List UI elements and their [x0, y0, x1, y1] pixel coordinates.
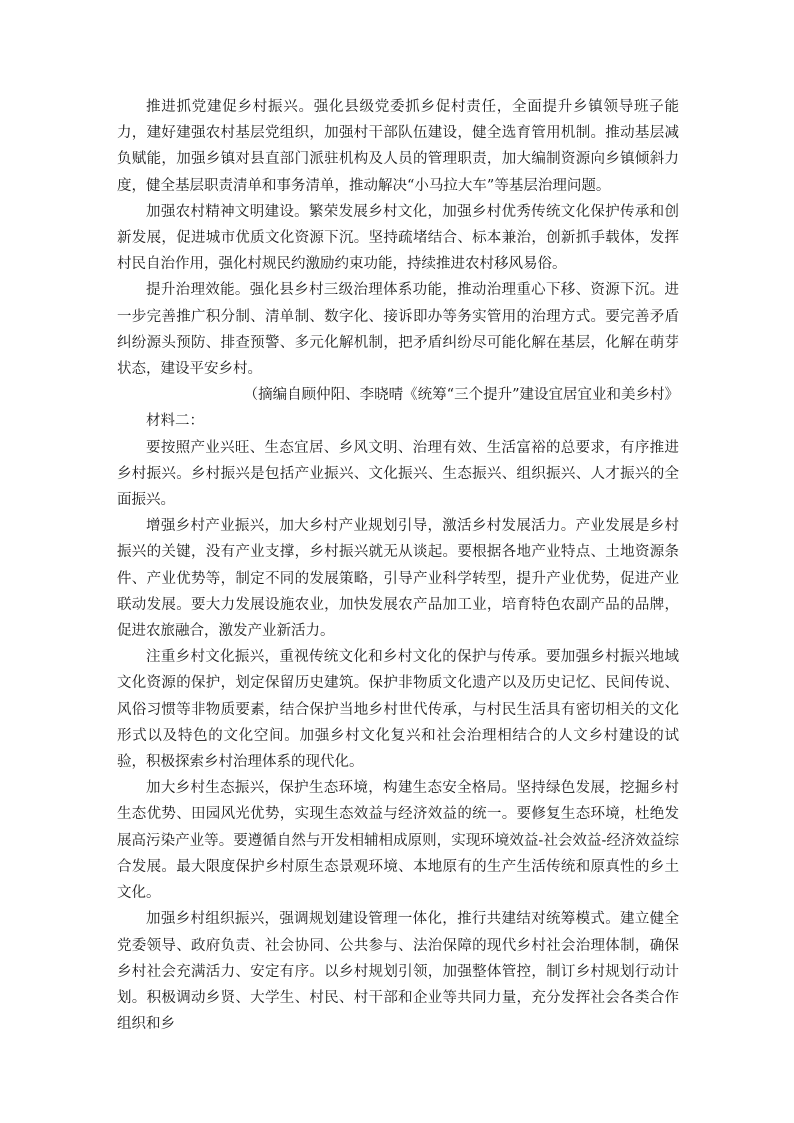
paragraph-overall-requirements: 要按照产业兴旺、生态宜居、乡风文明、治理有效、生活富裕的总要求，有序推进乡村振兴。乡村振兴是包括产业振兴、文化振兴、生态振兴、组织振兴、人才振兴的全面振兴。	[117, 439, 679, 509]
source-citation: （摘编自顾仲阳、李晓晴《统筹“三个提升”建设宜居宜业和美乡村》	[243, 387, 679, 404]
paragraph-spiritual-civilization: 加强农村精神文明建设。繁荣发展乡村文化，加强乡村优秀传统文化保护传承和创新发展，促进城市优质文化资源下沉。坚持疏堵结合、标本兼治，创新抓手载体，发挥村民自治作用，强化村规民约激励约束功能，持续推进农村移风易俗。	[117, 203, 679, 273]
paragraph-organization-revitalization: 加强乡村组织振兴，强调规划建设管理一体化，推行共建结对统筹模式。建立健全党委领导、政府负责、社会协同、公共参与、法治保障的现代乡村社会治理体制，确保乡村社会充满活力、安定有序。以乡村规划引领，加强整体管控，制订乡村规划行动计划。积极调动乡贤、大学生、村民、村干部和企业等共同力量，充分发挥社会各类合作组织和乡	[117, 911, 679, 1033]
paragraph-ecology-revitalization: 加大乡村生态振兴，保护生态环境，构建生态安全格局。坚持绿色发展，挖掘乡村生态优势、田园风光优势，实现生态效益与经济效益的统一。要修复生态环境，杜绝发展高污染产业等。要遵循自然与开发相辅相成原则，实现环境效益-社会效益-经济效益综合发展。最大限度保护乡村原生态景观环境、本地原有的生产生活传统和原真性的乡土文化。	[117, 780, 679, 902]
document-page	[117, 94, 679, 1037]
paragraph-party-building: 推进抓党建促乡村振兴。强化县级党委抓乡促村责任，全面提升乡镇领导班子能力，建好建强农村基层党组织，加强村干部队伍建设，健全选育管用机制。推动基层减负赋能，加强乡镇对县直部门派驻机构及人员的管理职责，加大编制资源向乡镇倾斜力度，健全基层职责清单和事务清单，推动解决“小马拉大车”等基层治理问题。	[117, 99, 679, 194]
material-two-heading: 材料二：	[146, 413, 204, 430]
paragraph-governance-efficiency: 提升治理效能。强化县乡村三级治理体系功能，推动治理重心下移、资源下沉。进一步完善推广积分制、清单制、数字化、接诉即办等务实管用的治理方式。要完善矛盾纠纷源头预防、排查预警、多元化解机制，把矛盾纠纷尽可能化解在基层，化解在萌芽状态，建设平安乡村。	[117, 282, 679, 378]
paragraph-industry-revitalization: 增强乡村产业振兴，加大乡村产业规划引导，激活乡村发展活力。产业发展是乡村振兴的关键，没有产业支撑，乡村振兴就无从谈起。要根据各地产业特点、土地资源条件、产业优势等，制定不同的发展策略，引导产业科学转型，提升产业优势，促进产业联动发展。要大力发展设施农业，加快发展农产品加工业，培育特色农副产品的品牌，促进农旅融合，激发产业新活力。	[117, 518, 679, 640]
paragraph-culture-revitalization: 注重乡村文化振兴，重视传统文化和乡村文化的保护与传承。要加强乡村振兴地域文化资源的保护，划定保留历史建筑。保护非物质文化遗产以及历史记忆、民间传说、风俗习惯等非物质要素，结合保护当地乡村世代传承，与村民生活具有密切相关的文化形式以及特色的文化空间。加强乡村文化复兴和社会治理相结合的人文乡村建设的试验，积极探索乡村治理体系的现代化。	[117, 649, 679, 771]
